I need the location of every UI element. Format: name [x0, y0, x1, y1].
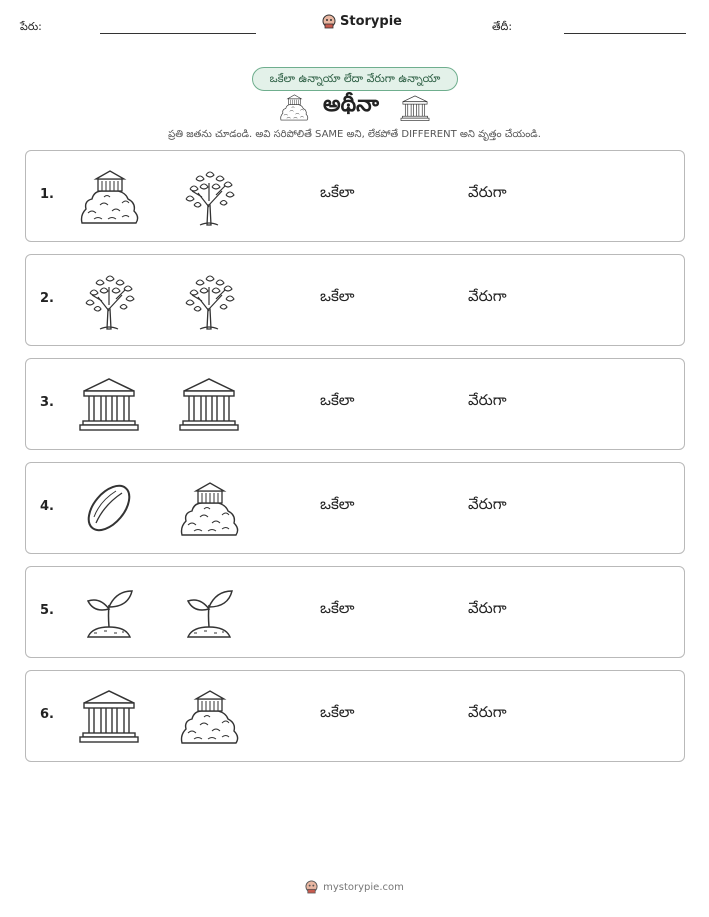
footer-site: mystorypie.com	[323, 881, 404, 893]
storypie-mascot-icon	[322, 14, 336, 29]
title-row	[0, 92, 709, 124]
acropolis-hill-icon	[178, 477, 240, 539]
brand-name: Storypie	[340, 14, 402, 29]
name-label: పేరు:	[20, 20, 42, 33]
different-option[interactable]: వేరుగా	[468, 599, 507, 617]
different-option[interactable]: వేరుగా	[468, 703, 507, 721]
worksheet-tag: ఒకేలా ఉన్నాయా లేదా వేరుగా ఉన్నాయా	[252, 67, 458, 91]
acropolis-hill-icon	[178, 685, 240, 747]
question-number: 5.	[40, 603, 54, 618]
greek-temple-icon	[78, 685, 140, 747]
sprout-icon	[178, 581, 240, 643]
question-number: 6.	[40, 707, 54, 722]
question-row	[25, 462, 685, 554]
olive-tree-icon	[178, 165, 240, 227]
question-row	[25, 150, 685, 242]
question-row	[25, 670, 685, 762]
olive-tree-icon	[178, 269, 240, 331]
different-option[interactable]: వేరుగా	[468, 183, 507, 201]
footer	[0, 880, 709, 894]
question-row	[25, 358, 685, 450]
question-number: 3.	[40, 395, 54, 410]
same-option[interactable]: ఒకేలా	[320, 391, 355, 409]
different-option[interactable]: వేరుగా	[468, 391, 507, 409]
olive-tree-icon	[78, 269, 140, 331]
storypie-mascot-icon	[305, 880, 318, 894]
sprout-icon	[78, 581, 140, 643]
name-field[interactable]	[100, 33, 256, 34]
question-number: 1.	[40, 187, 54, 202]
question-row	[25, 254, 685, 346]
header	[0, 12, 709, 42]
same-option[interactable]: ఒకేలా	[320, 703, 355, 721]
greek-temple-icon	[399, 93, 431, 123]
question-row	[25, 566, 685, 658]
question-number: 4.	[40, 499, 54, 514]
brand-logo	[322, 14, 402, 29]
date-field[interactable]	[564, 33, 686, 34]
same-option[interactable]: ఒకేలా	[320, 183, 355, 201]
same-option[interactable]: ఒకేలా	[320, 599, 355, 617]
different-option[interactable]: వేరుగా	[468, 495, 507, 513]
same-option[interactable]: ఒకేలా	[320, 287, 355, 305]
olive-seed-icon	[78, 477, 140, 539]
greek-temple-icon	[178, 373, 240, 435]
instructions: ప్రతి జతను చూడండి. అవి సరిపోలితే SAME అని, లేకపోతే DIFFERENT అని వృత్తం చేయండి.	[168, 129, 541, 140]
acropolis-hill-icon	[78, 165, 140, 227]
same-option[interactable]: ఒకేలా	[320, 495, 355, 513]
question-number: 2.	[40, 291, 54, 306]
greek-temple-icon	[78, 373, 140, 435]
page-title: అథీనా	[323, 92, 379, 117]
different-option[interactable]: వేరుగా	[468, 287, 507, 305]
acropolis-hill-icon	[277, 92, 311, 122]
date-label: తేదీ:	[492, 20, 513, 33]
